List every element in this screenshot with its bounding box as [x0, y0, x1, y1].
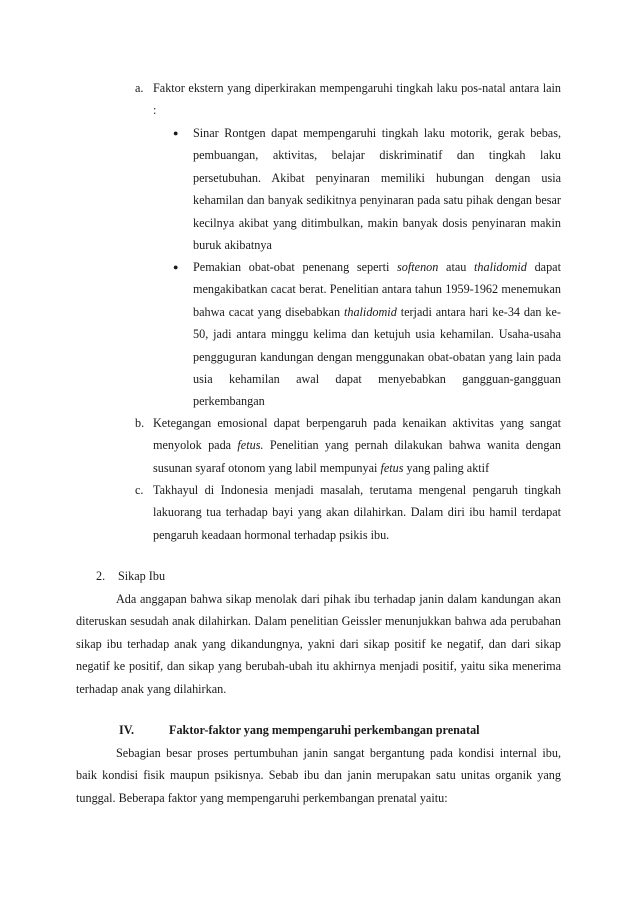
- italic-term: thalidomid: [343, 304, 397, 319]
- text-run: terjadi antara hari ke-34 dan ke-50, jadi antara minggu kelima dan ketujuh usia kehamilan. Usaha-usaha pengguguran kandungan dengan menggunakan obat-obatan yang lain pada usia kehamilan awal dapat menyebabkan gangguan-gangguan perkembangan: [193, 304, 561, 409]
- list-item-a: [153, 77, 561, 122]
- text-run: yang paling aktif: [403, 460, 490, 475]
- text-run: Ketegangan emosional dapat berpengaruh pada kenaikan aktivitas yang sangat menyolok pada: [153, 416, 561, 453]
- list-marker-c: c.: [135, 483, 144, 497]
- list-marker-b: b.: [135, 416, 145, 430]
- section-4-title: Faktor-faktor yang mempengaruhi perkembangan prenatal: [169, 723, 480, 737]
- bullet-item-1: [193, 122, 561, 256]
- section-4-body: [76, 742, 561, 809]
- bullet-item-2: [193, 256, 561, 413]
- section-2-paragraph: Ada anggapan bahwa sikap menolak dari pihak ibu terhadap janin dalam kandungan akan diteruskan sesudah anak dilahirkan. Dalam penelitian Geissler menunjukkan bahwa ada perubahan sikap ibu terhadap anak yang dikandungnya, yakni dari sikap positif ke negatif, dan dari sikap negatif ke positif, dan sikap yang berubah-ubah itu akhirnya menjadi positif, yaitu sika menerima terhadap anak yang dilahirkan.: [76, 592, 561, 696]
- text-run: atau: [438, 260, 475, 274]
- section-4-numeral: IV.: [119, 723, 135, 737]
- section-2-marker: 2.: [96, 569, 106, 583]
- list-item-c-text: Takhayul di Indonesia menjadi masalah, terutama mengenal pengaruh tingkah lakuorang tua terhadap bayi yang akan dilahirkan. Dalam diri ibu hamil terdapat pengaruh keadaan hormonal terhadap psikis ibu.: [153, 483, 561, 542]
- section-2-title: Sikap Ibu: [118, 569, 166, 583]
- list-item-b-text: [153, 412, 561, 479]
- italic-term: thalidomid: [474, 260, 527, 274]
- text-run: dapat mengakibatkan cacat berat. Penelitian antara tahun 1959-1962 menemukan bahwa cacat yang disebabkan: [193, 260, 561, 319]
- list-marker-a: a.: [135, 81, 144, 95]
- bullet-icon: ●: [173, 128, 179, 138]
- bullet-icon: ●: [173, 262, 179, 272]
- section-2-body: [76, 588, 561, 700]
- italic-term: fetus: [380, 460, 404, 475]
- list-item-c: [153, 479, 561, 546]
- text-run: Penelitian yang pernah dilakukan bahwa wanita dengan susunan syaraf otonom yang labil mempunyai: [153, 438, 561, 475]
- bullet-item-2-text: [193, 256, 561, 413]
- italic-term: softenon: [397, 260, 439, 274]
- section-4-paragraph: Sebagian besar proses pertumbuhan janin sangat bergantung pada kondisi internal ibu, baik kondisi fisik maupun psikisnya. Sebab ibu dan janin merupakan satu unitas organik yang tunggal. Beberapa faktor yang mempengaruhi perkembangan prenatal yaitu:: [76, 746, 561, 805]
- list-item-a-text: Faktor ekstern yang diperkirakan mempengaruhi tingkah laku pos-natal antara lain :: [153, 81, 561, 118]
- bullet-item-1-text: Sinar Rontgen dapat mempengaruhi tingkah laku motorik, gerak bebas, pembuangan, aktivitas, belajar diskriminatif dan tingkah laku persetubuhan. Akibat penyinaran memiliki hubungan dengan usia kehamilan dan banyak sedikitnya penyinaran pada satu pihak dengan besar kecilnya akibat yang ditimbulkan, makin banyak dosis penyinaran makin buruk akibatnya: [193, 126, 561, 253]
- text-run: Pemakian obat-obat penenang seperti: [193, 260, 398, 274]
- list-item-b: [153, 412, 561, 479]
- italic-term: fetus.: [237, 438, 264, 453]
